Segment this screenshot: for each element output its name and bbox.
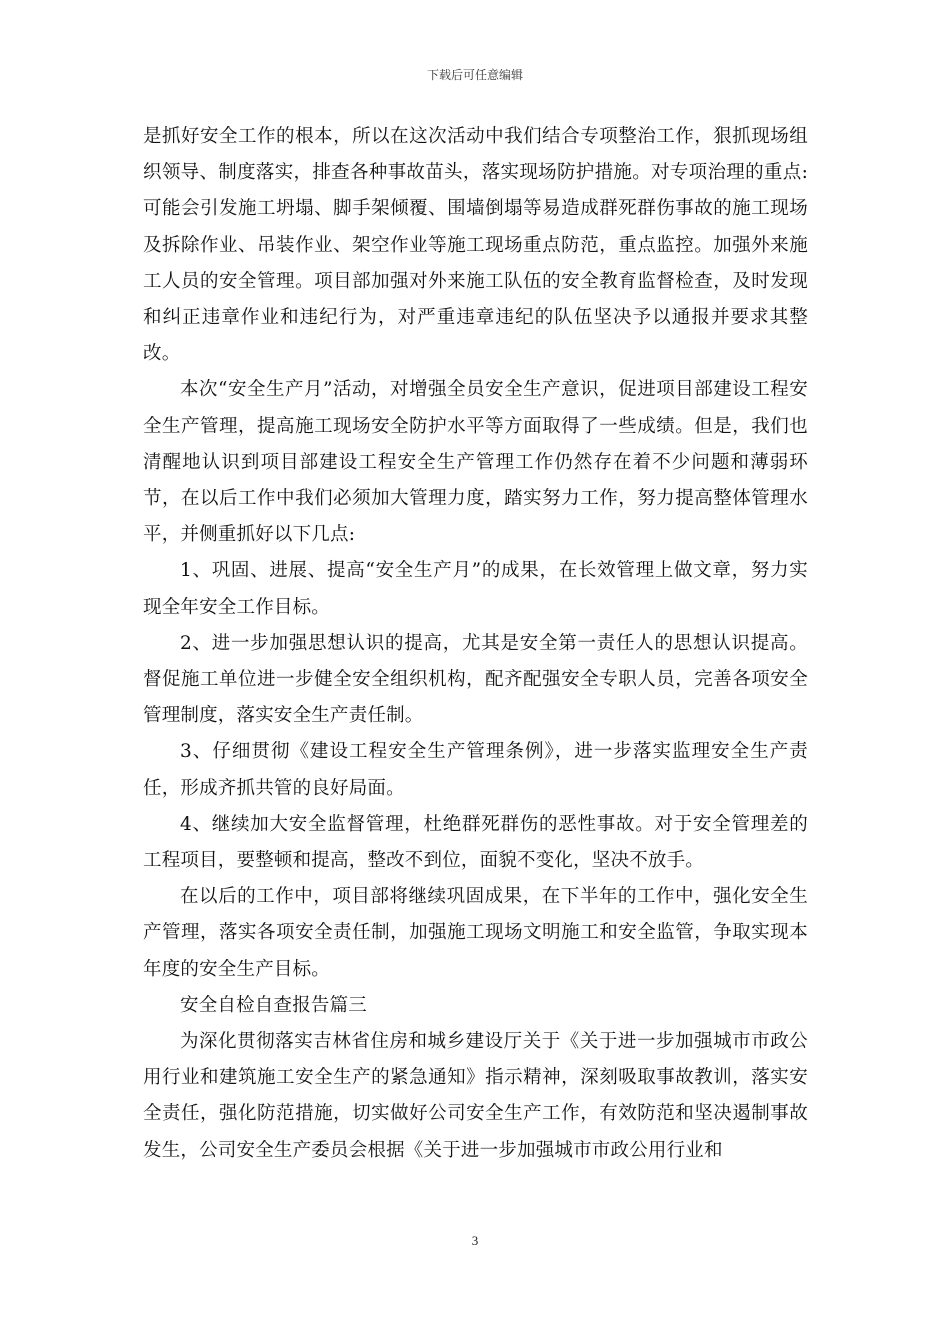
list-item-3: 3、仔细贯彻《建设工程安全生产管理条例》，进一步落实监理安全生产责任，形成齐抓共管的良好局面。 bbox=[143, 741, 808, 799]
document-body bbox=[143, 119, 808, 1169]
page-header-note: 下载后可任意编辑 bbox=[426, 68, 523, 82]
paragraph-continuation: 是抓好安全工作的根本，所以在这次活动中我们结合专项整治工作，狠抓现场组织领导、制度落实，排查各种事故苗头，落实现场防护措施。对专项治理的重点:可能会引发施工坍塌、脚手架倾覆、围墙倒塌等易造成群死群伤事故的施工现场及拆除作业、吊装作业、架空作业等施工现场重点防范，重点监控。加强外来施工人员的安全管理。项目部加强对外来施工队伍的安全教育监督检查，及时发现和纠正违章作业和违纪行为，对严重违章违纪的队伍坚决予以通报并要求其整改。 bbox=[143, 126, 808, 365]
page-number: 3 bbox=[471, 1233, 479, 1248]
section-heading: 安全自检自查报告篇三 bbox=[180, 994, 368, 1016]
paragraph-conclusion: 在以后的工作中，项目部将继续巩固成果，在下半年的工作中，强化安全生产管理，落实各项安全责任制，加强施工现场文明施工和安全监管，争取实现本年度的安全生产目标。 bbox=[143, 886, 808, 980]
list-item-1: 1、巩固、进展、提高“安全生产月”的成果，在长效管理上做文章，努力实现全年安全工作目标。 bbox=[143, 560, 808, 618]
paragraph-summary: 本次“安全生产月”活动，对增强全员安全生产意识，促进项目部建设工程安全生产管理，提高施工现场安全防护水平等方面取得了一些成绩。但是，我们也清醒地认识到项目部建设工程安全生产管理工作仍然存在着不少问题和薄弱环节，在以后工作中我们必须加大管理力度，踏实努力工作，努力提高整体管理水平，并侧重抓好以下几点: bbox=[143, 379, 808, 546]
paragraph-section-intro: 为深化贯彻落实吉林省住房和城乡建设厅关于《关于进一步加强城市市政公用行业和建筑施工安全生产的紧急通知》指示精神，深刻吸取事故教训，落实安全责任，强化防范措施，切实做好公司安全生产工作，有效防范和坚决遏制事故发生，公司安全生产委员会根据《关于进一步加强城市市政公用行业和 bbox=[143, 1031, 808, 1161]
list-item-4: 4、继续加大安全监督管理，杜绝群死群伤的恶性事故。对于安全管理差的工程项目，要整顿和提高，整改不到位，面貌不变化，坚决不放手。 bbox=[143, 813, 808, 872]
list-item-2: 2、进一步加强思想认识的提高，尤其是安全第一责任人的思想认识提高。督促施工单位进一步健全安全组织机构，配齐配强安全专职人员，完善各项安全管理制度，落实安全生产责任制。 bbox=[143, 632, 808, 727]
